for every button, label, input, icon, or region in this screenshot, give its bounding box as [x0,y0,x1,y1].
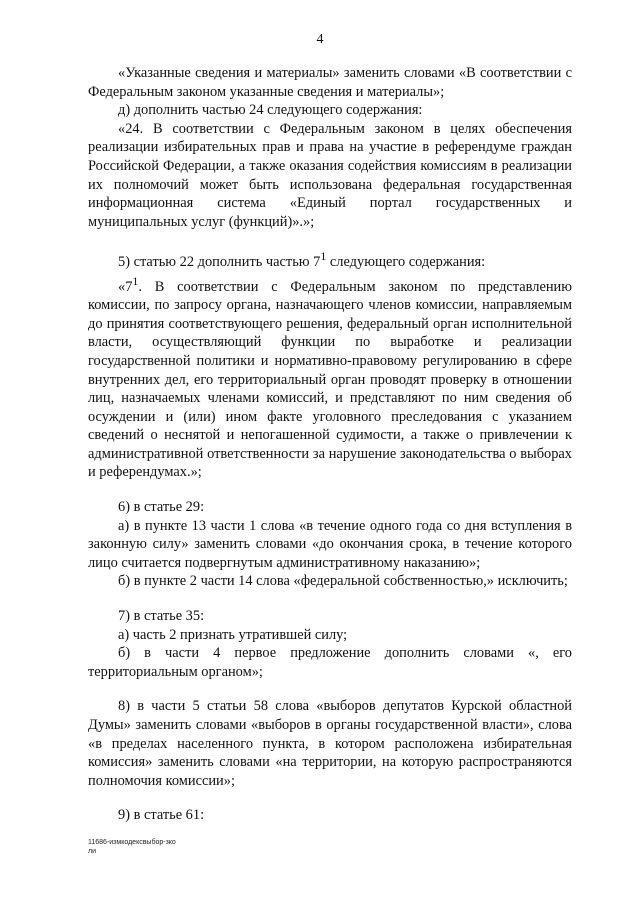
paragraph: д) дополнить частью 24 следующего содержания: [118,102,423,119]
paragraph: а) в пункте 13 части 1 слова «в течение одного года со дня вступления в законную силу» заменить словами «до окончания срока, в течение которого лицо считается подвергнутым административному наказанию»; [88,517,572,571]
paragraph-text: 5) статью 22 дополнить частью 7 [118,254,321,271]
paragraph: а) часть 2 признать утратившей силу; [118,626,348,643]
paragraph: 6) в статье 29: [118,499,205,516]
paragraph: 7) в статье 35: [118,608,205,625]
footer-code: ли [88,848,96,855]
paragraph: б) в части 4 первое предложение дополнить словами «, его территориальным органом»; [88,645,572,680]
document-body [88,64,572,825]
paragraph [88,272,572,482]
paragraph-text: . В соответствии с Федеральным законом по представлению комиссии, по запросу органа, назначающего членов комиссии, направляемым до принятия соответствующего решения, федеральный орган исполнительной власти, осуществляющий функции по выработке и реализации государственной политики и нормативно-правовому регулированию в сфере внутренних дел, его территориальный орган проводят проверку в отношении лиц, назначаемых членами комиссий, и представляют по ним сведения об осуждении и (или) ином факте уголовного преследования с указанием сведений о неснятой и непогашенной судимости, а также о привлечении к административной ответственности за нарушение законодательства о выборах и референдумах.»; [88,278,572,481]
paragraph-text: «7 [118,278,133,295]
paragraph-text: следующего содержания: [326,254,486,271]
paragraph: «24. В соответствии с Федеральным законом в целях обеспечения реализации избирательных прав и права на участие в референдуме граждан Российской Федерации, а также оказания содействия комиссиям в реализации их полномочий может быть использована федеральная государственная информационная система «Единый портал государственных и муниципальных услуг (функций)».»; [88,120,572,230]
superscript: 1 [320,249,327,264]
footer-code: 11686-измкодексвыбор-зко [88,839,176,846]
document-footer [88,838,176,856]
paragraph: «Указанные сведения и материалы» заменить словами «В соответствии с Федеральным законом указанные сведения и материалы»; [88,65,572,100]
paragraph: 9) в статье 61: [118,807,205,824]
superscript: 1 [132,273,139,288]
paragraph [88,247,572,271]
paragraph: б) в пункте 2 части 14 слова «федеральной собственностью,» исключить; [118,573,568,590]
paragraph: 8) в части 5 статьи 58 слова «выборов депутатов Курской областной Думы» заменить словами «выборов в органы государственной власти», слова «в пределах населенного пункта, в котором расположена избирательная комиссия» заменить словами «на территории, на которую распространяются полномочия комиссии»; [88,698,572,789]
page-number: 4 [316,32,324,47]
